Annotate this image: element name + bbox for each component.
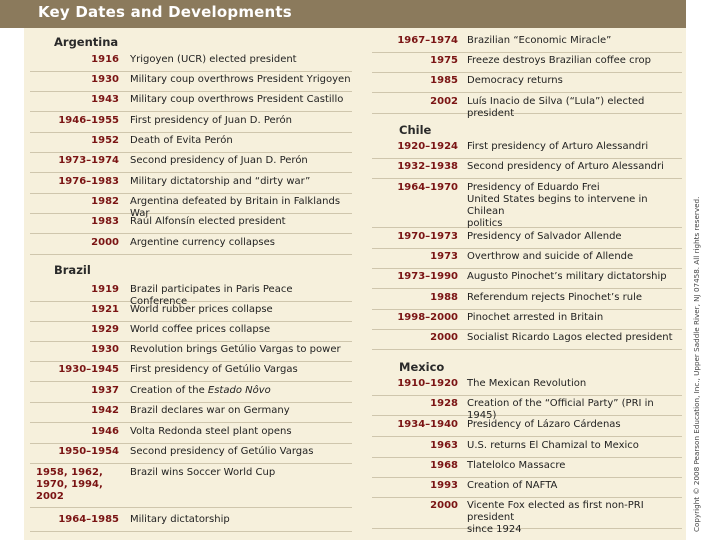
row-event: Military dictatorship and “dirty war”	[130, 176, 311, 187]
timeline-row	[30, 94, 352, 112]
timeline-row	[30, 344, 352, 362]
row-date: 1946	[91, 426, 119, 437]
row-date: 1970–1973	[397, 231, 458, 242]
row-date: 1916	[91, 54, 119, 65]
row-event: World rubber prices collapse	[130, 304, 273, 315]
row-event: Tlatelolco Massacre	[467, 460, 566, 471]
row-event: Brazil wins Soccer World Cup	[130, 467, 276, 478]
row-event: Brazil participates in Paris Peace Conference	[130, 284, 293, 307]
timeline-row	[372, 292, 682, 310]
row-event: Democracy returns	[467, 75, 563, 86]
timeline-row	[372, 55, 682, 73]
row-date: 1963	[430, 440, 458, 451]
row-date: 1932–1938	[397, 161, 458, 172]
row-event: Second presidency of Arturo Alessandri	[467, 161, 664, 172]
row-event: Creation of the Estado Nôvo	[130, 385, 271, 396]
row-date: 1934–1940	[397, 419, 458, 430]
row-event: Argentina defeated by Britain in Falklands War	[130, 196, 341, 219]
row-date: 1964–1985	[58, 514, 119, 525]
row-event: First presidency of Arturo Alessandri	[467, 141, 649, 152]
row-event: Freeze destroys Brazilian coffee crop	[467, 55, 651, 66]
row-date: 2000	[430, 500, 458, 511]
row-date: 1973–1990	[397, 271, 458, 282]
row-event: Brazilian “Economic Miracle”	[467, 35, 612, 46]
row-date: 1937	[91, 385, 119, 396]
row-date: 1942	[91, 405, 119, 416]
row-event: Military coup overthrows President Yrigoyen	[130, 74, 351, 85]
row-event: U.S. returns El Chamizal to Mexico	[467, 440, 639, 451]
row-event: Second presidency of Getúlio Vargas	[130, 446, 314, 457]
timeline-row	[30, 54, 352, 72]
copyright-notice: Copyright © 2008 Pearson Education, Inc., Upper Saddle River, NJ 07458. All rights reserved.	[692, 196, 701, 532]
section-title-argentina: Argentina	[54, 35, 119, 49]
row-date: 1968	[430, 460, 458, 471]
row-date: 1920–1924	[397, 141, 458, 152]
row-event: Presidency of Lázaro Cárdenas	[467, 419, 621, 430]
row-event: Second presidency of Juan D. Perón	[130, 155, 308, 166]
row-event: Volta Redonda steel plant opens	[130, 426, 292, 437]
timeline-row	[372, 35, 682, 53]
section-title-brazil: Brazil	[54, 263, 91, 277]
row-date: 1943	[91, 94, 119, 105]
row-event: Presidency of Eduardo Frei United States begins to intervene in Chilean politics	[467, 182, 648, 229]
timeline-row	[30, 514, 352, 532]
row-event: Military dictatorship	[130, 514, 230, 525]
row-event: Pinochet arrested in Britain	[467, 312, 604, 323]
section-title-chile: Chile	[399, 123, 432, 137]
row-date: 1976–1983	[58, 176, 119, 187]
timeline-row	[372, 75, 682, 93]
timeline-row	[372, 378, 682, 396]
timeline-row	[372, 398, 682, 421]
row-date: 1930	[91, 344, 119, 355]
timeline-row	[30, 467, 352, 508]
row-date: 1998–2000	[397, 312, 458, 323]
page-title: Key Dates and Developments	[38, 3, 292, 21]
timeline-row	[372, 251, 682, 269]
timeline-row	[30, 74, 352, 92]
row-date: 1928	[430, 398, 458, 409]
timeline-row	[30, 216, 352, 234]
row-date: 1964–1970	[397, 182, 458, 193]
row-date: 1967–1974	[397, 35, 458, 46]
row-date: 1930–1945	[58, 364, 119, 375]
timeline-row	[30, 284, 352, 307]
row-date: 1983	[91, 216, 119, 227]
row-date: 2000	[91, 237, 119, 248]
row-event: Vicente Fox elected as first non-PRI president since 1924	[467, 500, 644, 535]
timeline-row	[30, 405, 352, 423]
row-date: 1975	[430, 55, 458, 66]
row-date: 1946–1955	[58, 115, 119, 126]
row-event: Creation of the “Official Party” (PRI in 1945)	[467, 398, 654, 421]
timeline-row	[30, 196, 352, 219]
timeline-panel	[24, 28, 686, 540]
row-event: Referendum rejects Pinochet’s rule	[467, 292, 642, 303]
timeline-row	[372, 460, 682, 478]
row-date: 1982	[91, 196, 119, 207]
timeline-row	[372, 440, 682, 458]
row-event: Overthrow and suicide of Allende	[467, 251, 634, 262]
timeline-row	[372, 500, 682, 535]
timeline-row	[30, 176, 352, 194]
row-event: Brazil declares war on Germany	[130, 405, 290, 416]
row-date: 1930	[91, 74, 119, 85]
timeline-row	[372, 161, 682, 179]
row-event: Yrigoyen (UCR) elected president	[130, 54, 297, 65]
timeline-row	[30, 135, 352, 153]
timeline-row	[30, 237, 352, 255]
row-event: Creation of NAFTA	[467, 480, 558, 491]
row-event: World coffee prices collapse	[130, 324, 271, 335]
row-event: Military coup overthrows President Castillo	[130, 94, 344, 105]
timeline-row	[30, 155, 352, 173]
row-event: Socialist Ricardo Lagos elected president	[467, 332, 673, 343]
timeline-row	[30, 446, 352, 464]
row-event: Raúl Alfonsín elected president	[130, 216, 286, 227]
row-date: 1919	[91, 284, 119, 295]
row-date: 1985	[430, 75, 458, 86]
timeline-row	[372, 182, 682, 228]
timeline-row	[372, 271, 682, 289]
timeline-row	[30, 364, 352, 382]
row-event: Presidency of Salvador Allende	[467, 231, 622, 242]
row-event: Death of Evita Perón	[130, 135, 233, 146]
row-event: Argentine currency collapses	[130, 237, 275, 248]
row-date: 1973	[430, 251, 458, 262]
row-event: Augusto Pinochet’s military dictatorship	[467, 271, 667, 282]
row-date: 1910–1920	[397, 378, 458, 389]
header-bar	[0, 0, 686, 28]
row-date: 1988	[430, 292, 458, 303]
timeline-row	[372, 141, 682, 159]
row-date: 1952	[91, 135, 119, 146]
row-date: 1973–1974	[58, 155, 119, 166]
timeline-row	[372, 480, 682, 498]
timeline-row	[30, 304, 352, 322]
timeline-row	[30, 385, 352, 403]
row-event: Luís Inacio de Silva (“Lula”) elected president	[467, 96, 645, 119]
row-event: First presidency of Getúlio Vargas	[130, 364, 298, 375]
row-date: 1950–1954	[58, 446, 119, 457]
row-date: 2000	[430, 332, 458, 343]
row-date: 1921	[91, 304, 119, 315]
timeline-row	[372, 312, 682, 330]
timeline-row	[30, 426, 352, 444]
timeline-row	[372, 332, 682, 350]
row-date: 1929	[91, 324, 119, 335]
row-date: 1993	[430, 480, 458, 491]
timeline-row	[30, 115, 352, 133]
section-title-mexico: Mexico	[399, 360, 445, 374]
row-event: Revolution brings Getúlio Vargas to power	[130, 344, 341, 355]
row-date: 1958, 1962, 1970, 1994, 2002	[36, 467, 103, 502]
timeline-row	[30, 324, 352, 342]
row-event: First presidency of Juan D. Perón	[130, 115, 293, 126]
timeline-row	[372, 231, 682, 249]
timeline-row	[372, 96, 682, 119]
row-event: The Mexican Revolution	[467, 378, 587, 389]
row-date: 2002	[430, 96, 458, 107]
timeline-row	[372, 419, 682, 437]
